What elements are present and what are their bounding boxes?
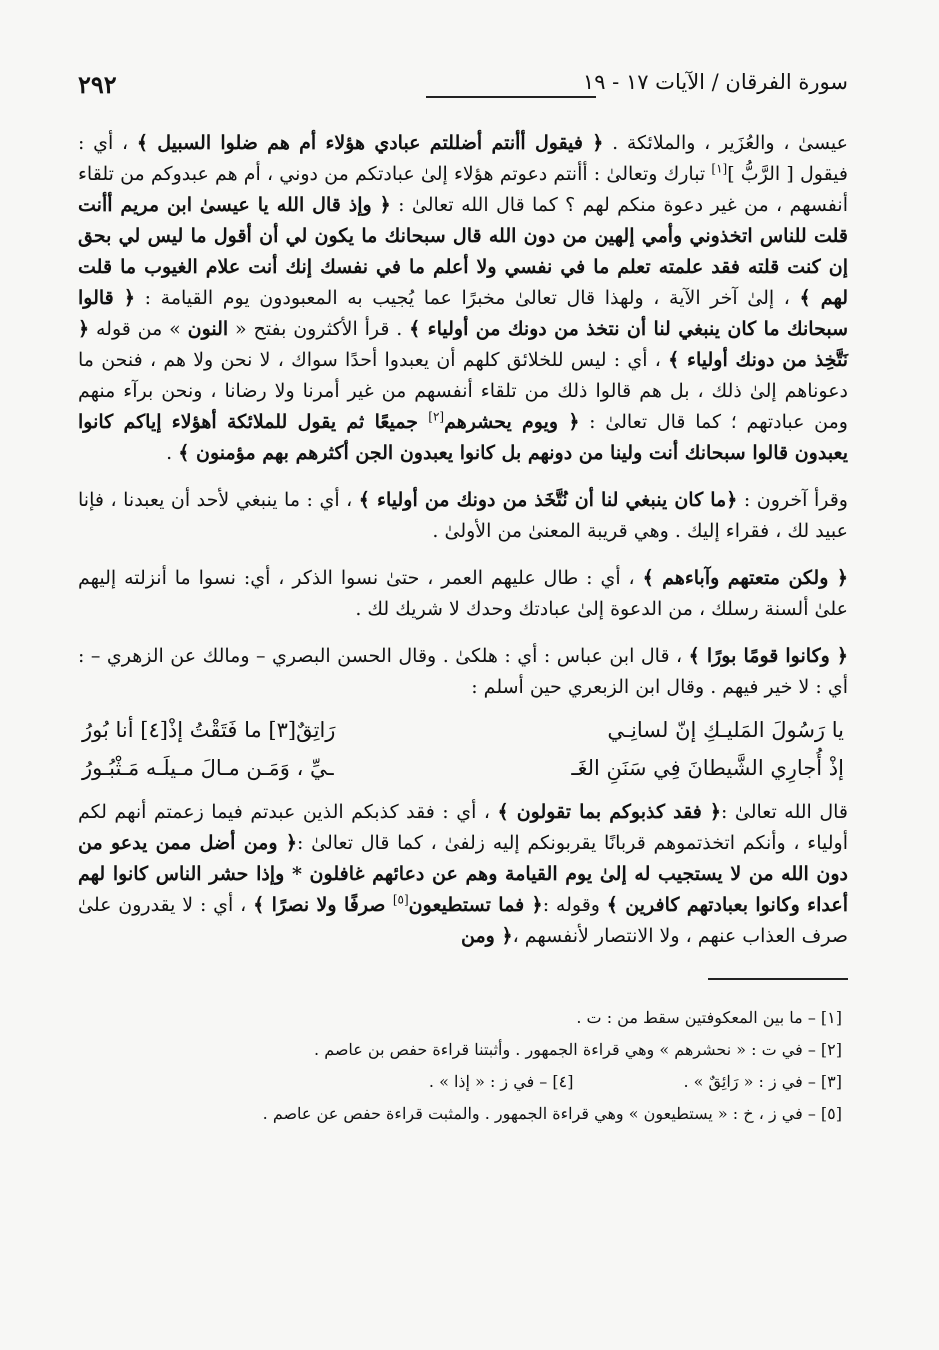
text-run: تبارك وتعالىٰ : أأنتم دعوتم هؤلاء إلىٰ عبادتكم من دوني ، أم هم عبدوكم من تلقاء أنفسهم ، من غير دعوة منكم لهم ؟ كما قال الله تعالىٰ :	[78, 163, 848, 216]
footnote-rule	[708, 978, 848, 980]
paragraph	[78, 563, 848, 625]
paragraph	[78, 641, 848, 703]
poem-line	[78, 749, 848, 787]
footnote: [٥] – في ز ، خ : « يستطيعون » وهي قراءة الجمهور . والمثبت قراءة حفص عن عاصم .	[262, 1104, 842, 1123]
text-run: قال الله تعالىٰ :	[720, 801, 848, 823]
quran-quote: ﴿ فقد كذبوكم بما تقولون ﴾	[497, 801, 721, 823]
quran-quote: ﴿ فيقول أأنتم أضللتم عبادي هؤلاء أم هم ضلوا السبيل ﴾	[136, 132, 604, 154]
quran-quote: ﴿ ولكن متعتهم وآباءهم ﴾	[642, 567, 848, 589]
quran-quote: ﴿ ويوم يحشرهم	[444, 411, 580, 433]
page-header	[78, 70, 848, 110]
paragraph	[78, 128, 848, 469]
text-run: » من قوله	[89, 318, 188, 340]
text-run: ، أي : ما ينبغي لأحد أن يعبدنا ، فإنا عبيد لك ، فقراء إليك . وهي قريبة المعنىٰ من الأولىٰ .	[78, 489, 848, 542]
text-run: .	[166, 442, 179, 464]
quran-quote: النون	[187, 318, 229, 340]
running-title: سورة الفرقان / الآيات ١٧ - ١٩	[582, 70, 848, 94]
text-run: وقرأ آخرون :	[737, 489, 848, 511]
text-run: وقوله :	[542, 894, 607, 916]
text-run: . قرأ الأكثرون بفتح «	[228, 318, 410, 340]
text-run: عيسىٰ ، والعُزَير ، والملائكة .	[603, 132, 849, 154]
footnote-pair	[78, 1066, 842, 1098]
text-run: ، قال ابن عباس : أي : هلكىٰ . وقال الحسن البصري – ومالك عن الزهري – : أي : لا خير فيهم . وقال ابن الزبعري حين أسلم :	[78, 645, 848, 698]
text-run: ، أي : فقد كذبكم الذين عبدتم فيما زعمتم أنهم لكم أولياء ، وأنكم اتخذتموهم قربانًا يقربونكم إليه زلفىٰ ، كما قال تعالىٰ :	[78, 801, 848, 854]
footnote: [٤] – في ز : « إذا » .	[428, 1072, 574, 1091]
quran-quote: صرفًا ولا نصرًا ﴾	[253, 894, 393, 916]
poem-hemistich: ـيِّ ، وَمَـن مـالَ مـيلَـه مَـثْبُـورُ	[82, 756, 334, 780]
quran-quote: ﴿ ومن	[461, 925, 513, 947]
footnote-ref: [١]	[711, 161, 728, 176]
text-run: ، أي : ليس للخلائق كلهم أن يعبدوا أحدًا سواك ، لا نحن ولا هم ، فنحن ما دعوناهم إلىٰ ذلك ، بل هم قالوا ذلك من تلقاء أنفسهم من غير أمرنا ولا رضانا ، ونحن برآء منهم ومن عبادتهم ؛ كما قال تعالىٰ :	[78, 349, 848, 433]
poem-line	[78, 711, 848, 749]
quran-quote: ﴿ نَتَّخِذ من دونك أولياء ﴾	[78, 318, 848, 371]
footnote: [١] – ما بين المعكوفتين سقط من : ت .	[576, 1008, 842, 1027]
footnote: [٣] – في ز : « رَائِقٌ » .	[683, 1072, 842, 1091]
paragraph	[78, 485, 848, 547]
quran-quote: ﴿ وإذ قال الله يا عيسىٰ ابن مريم أأنت قلت للناس اتخذوني وأمي إلهين من دون الله قال سبحانك ما يكون لي أن أقول ما ليس لي بحق إن كنت قلته فقد علمته تعلم ما في نفسي ولا أعلم ما في نفسك إنك أنت علام الغيوب ما قلت لهم ﴾	[78, 194, 848, 309]
quran-quote: ﴿ ومن أضل ممن يدعو من دون الله من لا يستجيب له إلىٰ يوم القيامة وهم عن دعائهم غافلون * وإذا حشر الناس كانوا لهم أعداء وكانوا بعبادتهم كافرين ﴾	[78, 832, 848, 916]
poem-hemistich: رَاتِقٌ[٣] ما فَتَقْتُ إذْ[٤] أنا بُورُ	[82, 718, 336, 742]
page	[78, 70, 848, 1130]
header-rule	[426, 96, 596, 98]
poem-hemistich: إذْ أُجارِي الشَّيطانَ فِي سَنَنِ الغَـ	[571, 756, 844, 780]
footnote-ref: [٥]	[392, 892, 409, 907]
text-run: ، أي : فيقول [ الرَّبُّ ]	[78, 132, 848, 185]
page-number: ٢٩٢	[78, 70, 117, 99]
text-run: ، إلىٰ آخر الآية ، ولهذا قال تعالىٰ مخبرًا عما يُجيب به المعبودون يوم القيامة :	[135, 287, 800, 309]
quran-quote: ﴿ما كان ينبغي لنا أن نُتَّخَذ من دونك من أولياء ﴾	[358, 489, 738, 511]
poem-hemistich: يا رَسُولَ المَليـكِ إنّ لسانِـي	[607, 718, 844, 742]
quran-quote: ﴿ قالوا سبحانك ما كان ينبغي لنا أن نتخذ من دونك من أولياء ﴾	[78, 287, 849, 340]
quran-quote: جميعًا ثم يقول للملائكة أهؤلاء إياكم كانوا يعبدون قالوا سبحانك أنت ولينا من دونهم بل كانوا يعبدون الجن أكثرهم بهم مؤمنون ﴾	[78, 411, 848, 464]
poem	[78, 711, 848, 787]
footnote: [٢] – في ت : « نحشرهم » وهي قراءة الجمهور . وأثبتنا قراءة حفص بن عاصم .	[314, 1040, 842, 1059]
footnotes	[78, 1002, 848, 1130]
text-run: ، أي : طال عليهم العمر ، حتىٰ نسوا الذكر ، أي: نسوا ما أنزلته إليهم علىٰ ألسنة رسلك ، من الدعوة إلىٰ عبادتك وحدك لا شريك لك .	[78, 567, 848, 620]
paragraph	[78, 797, 848, 952]
text-run: ، أي : لا يقدرون علىٰ صرف العذاب عنهم ، ولا الانتصار لأنفسهم ،	[78, 894, 848, 947]
quran-quote: ﴿ فما تستطيعون	[408, 894, 543, 916]
quran-quote: ﴿ وكانوا قومًا بورًا ﴾	[688, 645, 848, 667]
footnote-ref: [٢]	[428, 409, 445, 424]
page-body	[78, 128, 848, 952]
